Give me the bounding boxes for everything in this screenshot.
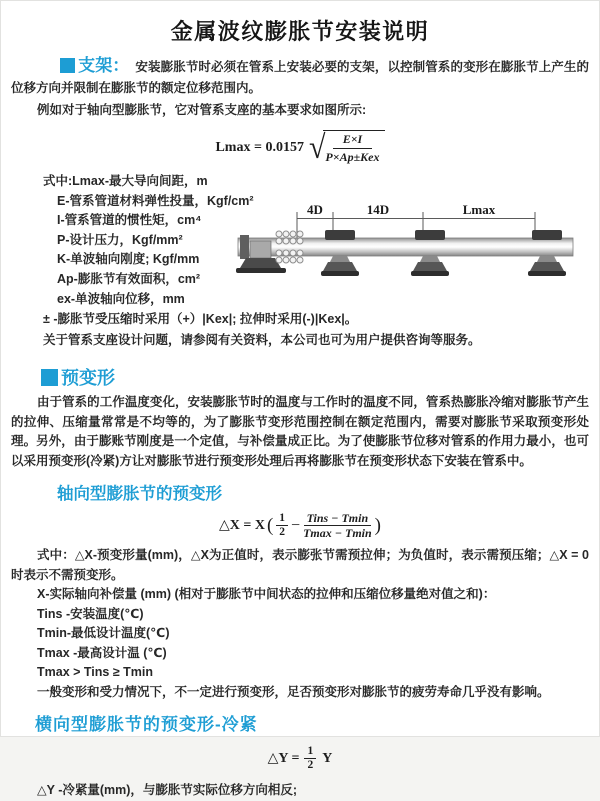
lateral-note: △Y -冷紧量(mm)，与膨胀节实际位移方向相反; xyxy=(37,783,298,798)
lmax-formula-numerator: E×I xyxy=(333,132,373,149)
bullet-square-icon xyxy=(41,369,58,386)
kex-sign-note: ± -膨胀节受压缩时采用（+）|Kex|; 拉伸时采用(-)|Kex|。 xyxy=(43,312,358,327)
lateral-formula xyxy=(11,745,589,772)
half-fraction xyxy=(304,745,316,772)
support-section-heading: 支架： xyxy=(78,56,130,75)
half-fraction xyxy=(276,512,288,539)
axial-note: Tins -安装温度(℃) xyxy=(37,606,144,621)
service-note: 关于管系支座设计问题，请参阅有关资料，本公司也可为用户提供咨询等服务。 xyxy=(43,333,481,348)
lmax-formula-denominator: P×Ap±Kex xyxy=(325,150,380,164)
predeform-paragraph: 由于管系的工作温度变化，安装膨胀节时的温度与工作时的温度不同，管系热膨胀冷缩对膨胀节产生的拉伸、压缩量常常是不均等的，为了膨胀节变形范围控制在额定范围内，需要对膨胀节采取预变形处理。另外，由于膨账节刚度是一个定值，与补偿量成正比。为了使膨胀节位移对管系的作用力最小，也可以采用预变形(冷紧)方让对膨胀节进行预变形处理后再将膨胀节在预变形状态下安装在管系中。 xyxy=(11,395,589,468)
axial-note: Tmax -最高设计温 (℃) xyxy=(37,645,167,660)
dim-label-14d: 14D xyxy=(366,202,390,217)
definition-line: I-管系管道的惯性矩，cm⁴ xyxy=(57,213,202,228)
predeform-heading-text: 预变形 xyxy=(61,368,115,389)
fraction-denominator: Tmax − Tmin xyxy=(303,526,372,541)
minus-sign: − xyxy=(291,516,301,534)
lateral-formula-lhs: △Y = xyxy=(267,751,300,767)
close-paren: ) xyxy=(374,514,381,536)
predeform-section-heading xyxy=(41,364,589,390)
dim-label-4d: 4D xyxy=(307,202,323,217)
support-example-line: 例如对于轴向型膨胀节，它对管系支座的基本要求如图所示: xyxy=(37,103,367,117)
page-title: 金属波纹膨胀节安装说明 xyxy=(170,19,430,44)
lateral-subheading: 横向型膨胀节的预变形-冷紧 xyxy=(35,715,258,735)
fraction-numerator: 1 xyxy=(276,512,288,526)
definition-line: E-管系管道材料弹性投量，Kgf/cm² xyxy=(57,193,254,208)
definition-line: 式中:Lmax-最大导向间距，m xyxy=(43,174,208,188)
axial-note: Tmin-最低设计温度(℃) xyxy=(37,626,170,641)
definition-line: Ap-膨胀节有效面积，cm² xyxy=(57,271,201,286)
definition-line: ex-单波轴向位移，mm xyxy=(57,291,185,306)
fraction-numerator: Tins − Tmin xyxy=(304,511,372,526)
lmax-formula xyxy=(11,130,589,165)
dim-label-lmax: Lmax xyxy=(462,202,496,217)
lmax-formula-fraction xyxy=(323,130,384,165)
support-intro-paragraph xyxy=(11,55,589,99)
axial-note: 一般变形和受力情况下，不一定进行预变形，足否预变形对膨胀节的疲劳寿命几乎没有影响。 xyxy=(37,684,550,699)
fraction-numerator: 1 xyxy=(304,745,316,759)
definitions-and-diagram xyxy=(11,172,589,309)
axial-formula xyxy=(11,511,589,540)
bullet-square-icon xyxy=(60,58,75,73)
axial-note: 式中：△X-预变形量(mm)，△X为正值时，表示膨张节需预拉伸；为负值时，表示需预压缩；△X = 0时表示不需预变形。 xyxy=(11,548,589,582)
support-intro-text: 安装膨胀节时必须在管系上安装必要的支架，以控制管系的变形在膨胀节上产生的位移方向并限制在膨胀节的额定位移范围内。 xyxy=(11,60,589,95)
axial-formula-lhs: △X = X xyxy=(218,518,265,534)
radical-sign-icon: √ xyxy=(308,128,326,166)
pipe-support-diagram-svg xyxy=(235,201,577,297)
fraction-denominator: 2 xyxy=(307,759,314,772)
axial-subheading: 轴向型膨胀节的预变形 xyxy=(57,485,222,504)
definition-line: P-设计压力，Kgf/mm² xyxy=(57,232,183,247)
definition-line: K-单波轴向刚度; Kgf/mm xyxy=(57,252,200,267)
open-paren: ( xyxy=(266,514,274,536)
fraction-denominator: 2 xyxy=(279,526,286,539)
temperature-fraction xyxy=(303,511,372,540)
lmax-formula-lhs: Lmax = 0.0157 xyxy=(215,139,304,155)
axial-note: X-实际轴向补偿量 (mm) (相对于膨胀节中间状态的拉伸和压缩位移量绝对值之和)： xyxy=(37,587,496,602)
axial-note: Tmax > Tins ≥ Tmin xyxy=(37,665,154,680)
radical-expression xyxy=(309,130,385,165)
lateral-formula-rhs: Y xyxy=(322,750,333,766)
pipe-support-diagram xyxy=(235,201,577,297)
